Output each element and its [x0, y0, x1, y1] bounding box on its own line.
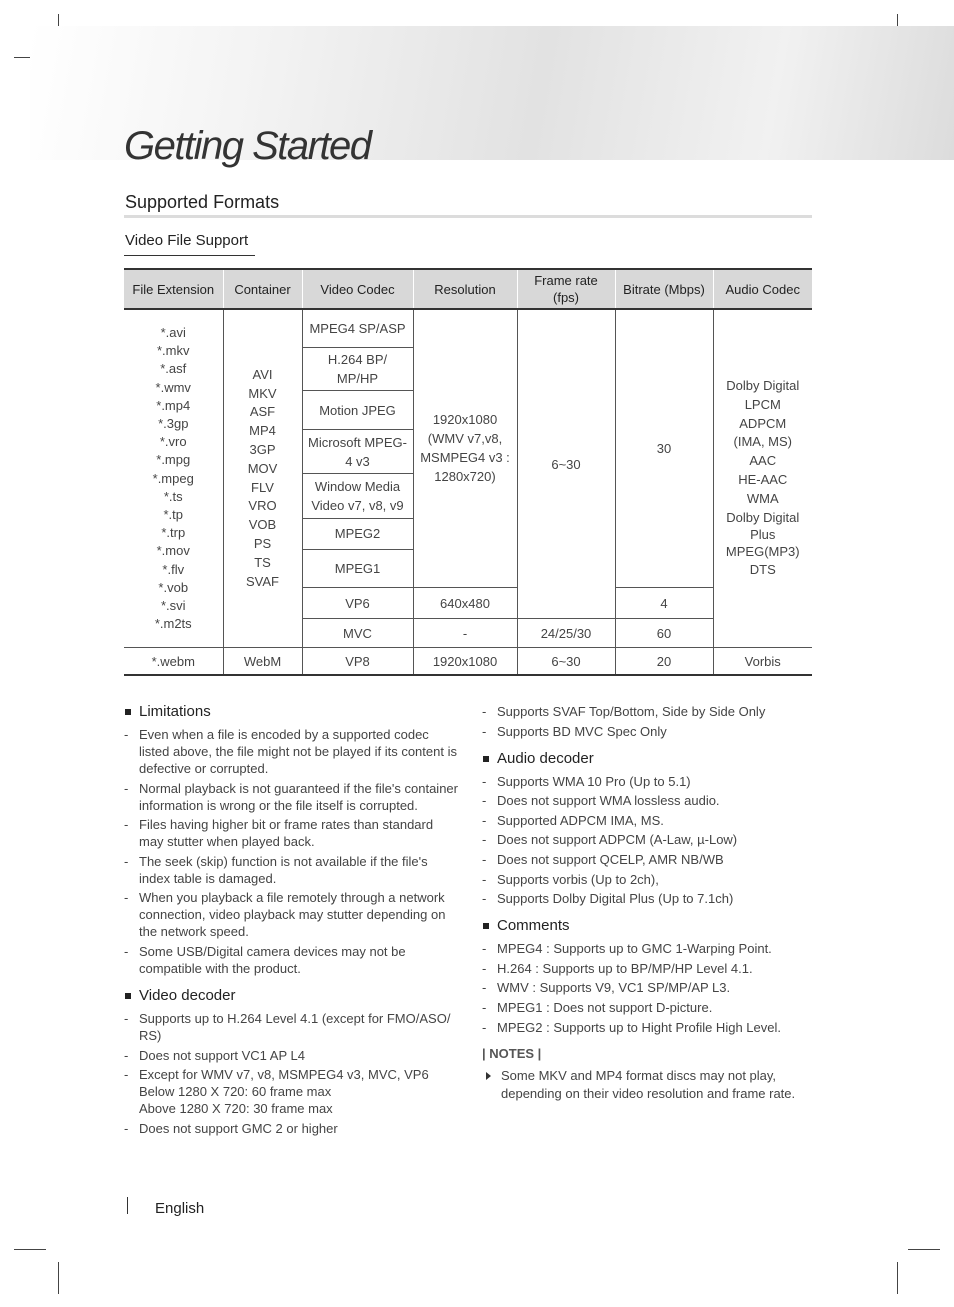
list-item: - Does not support GMC 2 or higher — [124, 1120, 338, 1136]
comments-list — [482, 940, 817, 1035]
square-bullet-icon — [483, 756, 489, 762]
audio-codec-item: AAC — [749, 453, 777, 469]
codec-cell: MVC — [302, 619, 413, 648]
extension-item: *.mkv — [157, 343, 190, 359]
audio-codec-cell: Vorbis — [713, 648, 812, 675]
list-item: - Does not support QCELP, AMR NB/WB — [482, 851, 724, 867]
extension-item: *.flv — [162, 561, 185, 577]
codec-cell: Microsoft MPEG-4 v3 — [302, 430, 413, 474]
table-header-cell: Resolution — [413, 269, 517, 309]
list-item: - Supports SVAF Top/Bottom, Side by Side Only — [482, 704, 766, 719]
crop-mark — [58, 1262, 59, 1294]
codec-cell: Motion JPEG — [302, 390, 413, 429]
resolution-cell: 1920x1080 (WMV v7,v8, MSMPEG4 v3 : 1280x720) — [413, 309, 517, 587]
extension-item: *.vob — [158, 579, 189, 595]
table-header-cell: Container — [223, 269, 302, 309]
extension-item: *.svi — [160, 597, 186, 613]
footer-language: English — [155, 1200, 205, 1217]
chapter-title: Getting Started — [124, 124, 371, 168]
triangle-bullet-icon — [486, 1072, 491, 1080]
extension-list-cell — [124, 309, 223, 648]
container-list-cell — [223, 309, 302, 648]
bitrate-cell: 30 — [615, 309, 713, 587]
list-item: - H.264 : Supports up to BP/MP/HP Level 4.1. — [482, 960, 753, 976]
resolution-cell: - — [413, 619, 517, 648]
footer-divider — [127, 1197, 128, 1214]
list-item: - Except for WMV v7, v8, MSMPEG4 v3, MVC, VP6 Below 1280 X 720: 60 frame max Above 1280 X 720: 30 frame max — [124, 1066, 459, 1117]
audio-decoder-heading — [482, 750, 817, 767]
container-item: MP4 — [249, 423, 276, 439]
codec-cell: VP8 — [302, 648, 413, 675]
codec-cell: MPEG2 — [302, 518, 413, 549]
audio-codec-item: Dolby Digital — [726, 378, 800, 394]
sub-line: Above 1280 X 720: 30 frame max — [139, 1101, 333, 1117]
right-column — [482, 703, 817, 1103]
framerate-cell: 24/25/30 — [517, 619, 615, 648]
square-bullet-icon — [125, 709, 131, 715]
comments-heading — [482, 917, 817, 934]
extension-item: *.tp — [163, 506, 183, 522]
video-extra-list — [482, 703, 817, 740]
subsection-underline — [124, 255, 255, 256]
list-item: - Normal playback is not guaranteed if the file's container information is wrong or the file itself is corrupted. — [124, 780, 458, 813]
extension-item: *.mp4 — [156, 397, 191, 413]
video-decoder-title: Video decoder — [139, 986, 236, 1004]
video-decoder-list — [124, 1010, 459, 1137]
crop-mark — [908, 1249, 940, 1250]
extension-item: *.wmv — [155, 379, 191, 395]
codec-cell: H.264 BP/ MP/HP — [302, 347, 413, 390]
resolution-cell: 640x480 — [413, 587, 517, 618]
extension-item: *.3gp — [158, 415, 189, 431]
note-item — [482, 1067, 817, 1103]
table-header-cell: Bitrate (Mbps) — [615, 269, 713, 309]
square-bullet-icon — [483, 923, 489, 929]
framerate-cell: 6~30 — [517, 309, 615, 619]
container-item: 3GP — [249, 442, 276, 458]
codec-cell: MPEG4 SP/ASP — [302, 309, 413, 347]
list-item: - The seek (skip) function is not available if the file's index table is damaged. — [124, 853, 428, 886]
audio-codec-item: Dolby Digital Plus — [726, 509, 800, 542]
table-header-row — [124, 269, 812, 309]
list-item: - Supports up to H.264 Level 4.1 (except for FMO/ASO/ RS) — [124, 1010, 451, 1043]
container-item: PS — [253, 536, 272, 552]
audio-codec-item: HE-AAC — [738, 472, 788, 488]
container-item: VRO — [248, 498, 277, 514]
video-format-table — [124, 268, 812, 676]
section-title: Supported Formats — [125, 192, 280, 212]
audio-codec-item: WMA — [746, 490, 779, 506]
container-item: FLV — [251, 479, 274, 495]
resolution-cell: 1920x1080 — [413, 648, 517, 675]
list-item: - MPEG2 : Supports up to Hight Profile High Level. — [482, 1019, 781, 1035]
crop-mark — [897, 1262, 898, 1294]
extension-item: *.m2ts — [154, 616, 192, 632]
video-decoder-heading — [124, 987, 459, 1004]
container-item: VOB — [248, 517, 277, 533]
audio-decoder-list — [482, 773, 817, 908]
extension-cell: *.webm — [124, 648, 223, 675]
list-item: - Supports Dolby Digital Plus (Up to 7.1ch) — [482, 891, 734, 907]
framerate-cell: 6~30 — [517, 648, 615, 675]
codec-cell: MPEG1 — [302, 549, 413, 587]
table-header-cell: Video Codec — [302, 269, 413, 309]
container-item: TS — [254, 554, 271, 570]
audio-codec-item: MPEG(MP3) — [725, 543, 800, 559]
list-item: - Does not support VC1 AP L4 — [124, 1047, 305, 1063]
bitrate-cell: 20 — [615, 648, 713, 675]
extension-item: *.mov — [156, 543, 190, 559]
bitrate-cell: 60 — [615, 619, 713, 648]
list-item: - WMV : Supports V9, VC1 SP/MP/AP L3. — [482, 980, 731, 996]
list-item: - Does not support ADPCM (A-Law, µ-Low) — [482, 832, 738, 848]
list-item: - Files having higher bit or frame rates than standard may stutter when played back. — [124, 817, 434, 850]
audio-codec-item: DTS — [749, 562, 776, 578]
list-item: - Some USB/Digital camera devices may not be compatible with the product. — [124, 943, 406, 976]
audio-codec-item: LPCM — [744, 396, 781, 412]
list-item: - Supported ADPCM IMA, MS. — [482, 812, 664, 828]
list-item: - Supports BD MVC Spec Only — [482, 723, 667, 739]
extension-item: *.asf — [160, 361, 187, 377]
square-bullet-icon — [125, 993, 131, 999]
sub-line: Below 1280 X 720: 60 frame max — [139, 1084, 332, 1100]
limitations-list — [124, 726, 459, 977]
limitations-title: Limitations — [139, 703, 211, 720]
section-divider — [124, 215, 812, 218]
comments-title: Comments — [497, 917, 570, 935]
table-header-cell: File Extension — [124, 269, 223, 309]
list-item: - Supports vorbis (Up to 2ch), — [482, 871, 659, 887]
audio-codec-item: ADPCM — [739, 415, 787, 431]
list-item: - MPEG4 : Supports up to GMC 1-Warping Point. — [482, 941, 772, 957]
audio-codec-item: (IMA, MS) — [733, 434, 792, 450]
left-column — [124, 703, 459, 1147]
extension-item: *.avi — [160, 324, 186, 340]
list-item: - Does not support WMA lossless audio. — [482, 793, 720, 809]
container-cell: WebM — [223, 648, 302, 675]
notes-label: | NOTES | — [482, 1045, 542, 1061]
table-header-cell: Audio Codec — [713, 269, 812, 309]
container-item: SVAF — [246, 573, 279, 589]
list-item: - MPEG1 : Does not support D-picture. — [482, 999, 713, 1015]
container-item: AVI — [252, 366, 273, 382]
extension-item: *.mpg — [156, 452, 191, 468]
container-item: ASF — [249, 404, 276, 420]
crop-mark — [14, 1249, 46, 1250]
list-item: - Supports WMA 10 Pro (Up to 5.1) — [482, 773, 691, 789]
subsection-title: Video File Support — [125, 232, 249, 249]
container-item: MKV — [248, 385, 277, 401]
extension-item: *.mpeg — [152, 470, 194, 486]
audio-codec-list-cell — [713, 309, 812, 648]
codec-cell: Window Media Video v7, v8, v9 — [302, 474, 413, 518]
list-item: - When you playback a file remotely through a network connection, video playback may stutter depending on the network speed. — [124, 890, 446, 940]
table-header-cell: Frame rate (fps) — [517, 269, 615, 309]
limitations-heading — [124, 703, 459, 720]
table-row — [124, 648, 812, 675]
note-text: Some MKV and MP4 format discs may not play, depending on their video resolution and frame rate. — [501, 1067, 796, 1101]
table-row — [124, 309, 812, 347]
audio-decoder-title: Audio decoder — [497, 749, 594, 767]
list-item: - Even when a file is encoded by a supported codec listed above, the file might not be played if its content is defective or corrupted. — [124, 727, 457, 776]
extension-item: *.trp — [161, 525, 186, 541]
extension-item: *.vro — [159, 434, 187, 450]
container-item: MOV — [247, 460, 278, 476]
codec-cell: VP6 — [302, 587, 413, 618]
bitrate-cell: 4 — [615, 587, 713, 618]
extension-item: *.ts — [163, 488, 183, 504]
